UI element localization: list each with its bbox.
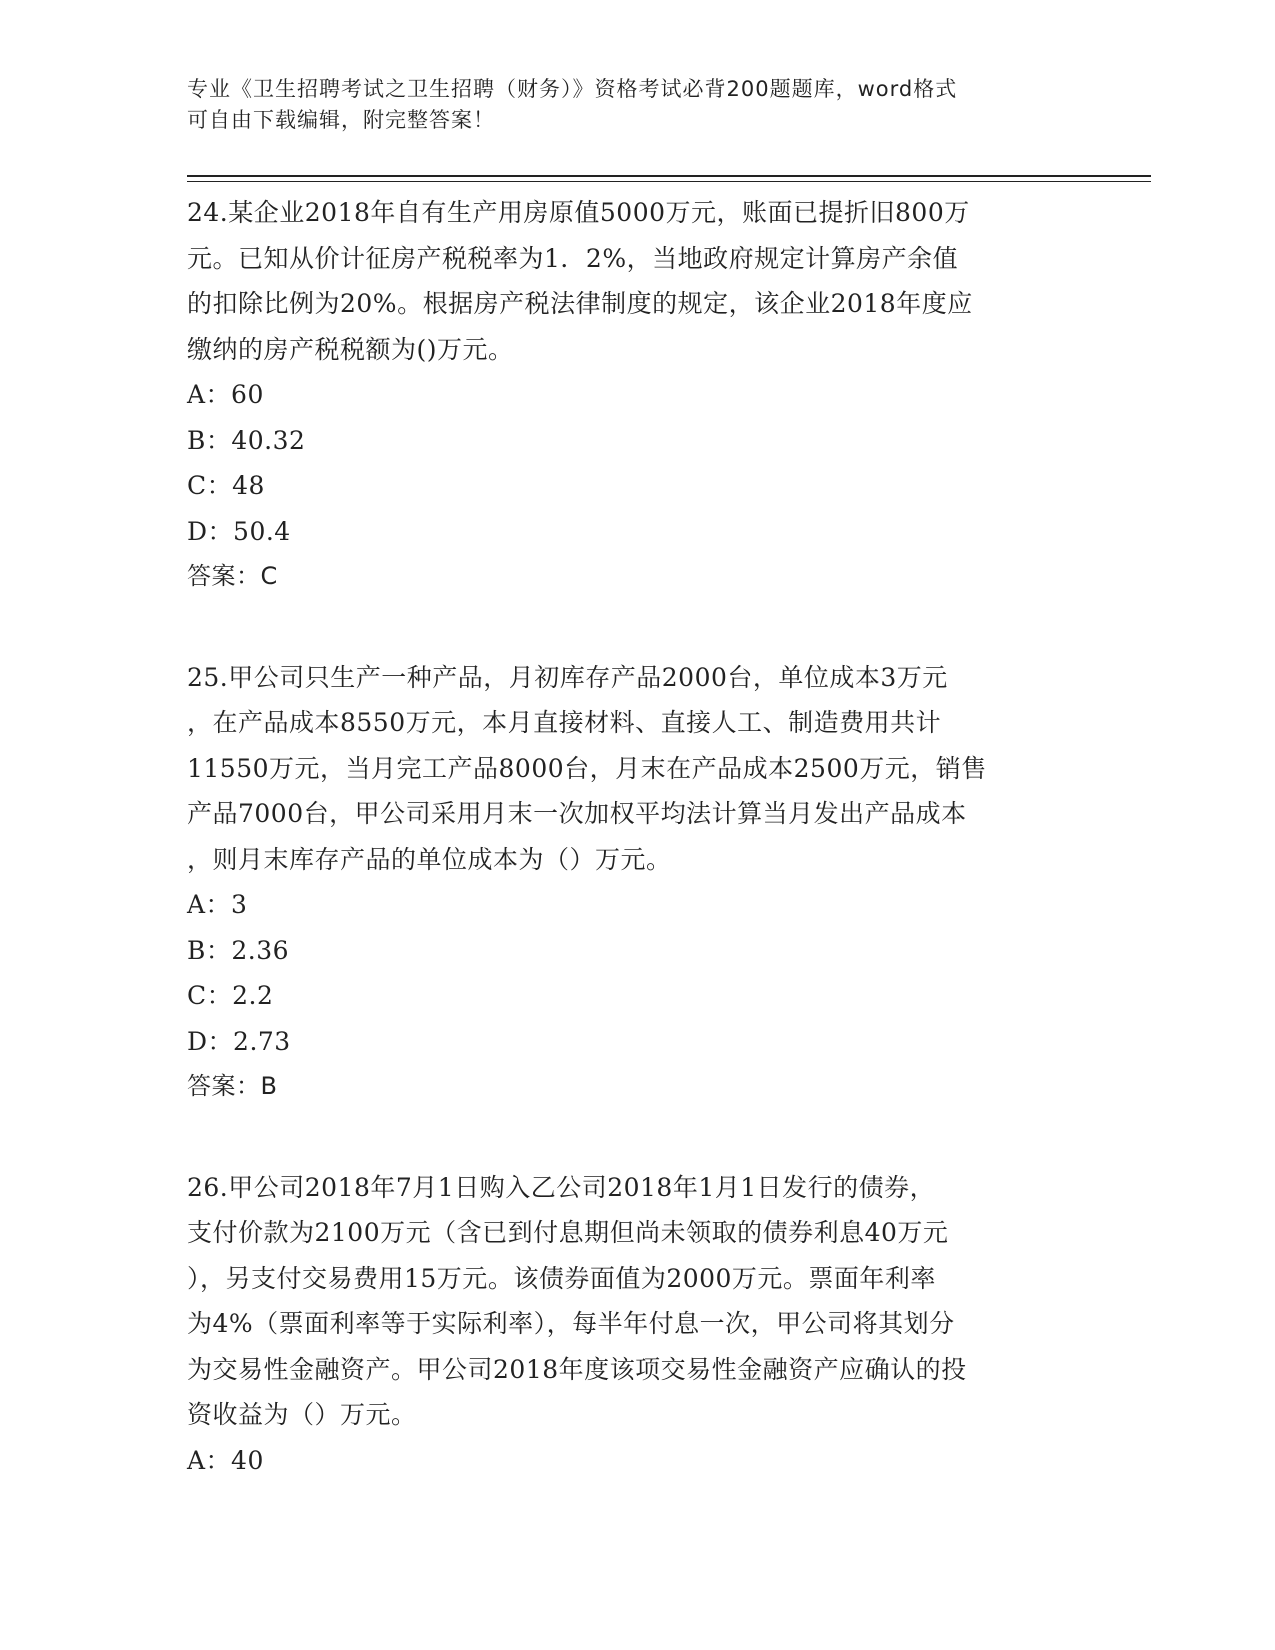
stem-line: 产品7000台，甲公司采用月末一次加权平均法计算当月发出产品成本 [187,799,967,828]
stem-line: 为交易性金融资产。甲公司2018年度该项交易性金融资产应确认的投 [187,1354,967,1384]
stem-line: 支付价款为2100万元（含已到付息期但尚未领取的债券利息40万元 [187,1218,949,1247]
stem-line: 24.某企业2018年自有生产用房原值5000万元，账面已提折旧800万 [187,198,970,227]
option-a: A：60 [187,380,264,409]
document-header [187,74,1067,136]
question-stem [187,190,1087,372]
stem-line: 缴纳的房产税税额为()万元。 [187,334,514,364]
question-stem [187,655,1087,883]
stem-line: 为4%（票面利率等于实际利率），每半年付息一次，甲公司将其划分 [187,1309,955,1338]
question-25 [187,655,1087,1110]
question-list [187,190,1087,1538]
option-b: B：2.36 [187,935,290,965]
header-title-line: 专业《卫生招聘考试之卫生招聘（财务）》资格考试必背200题题库，word格式 [187,77,958,101]
stem-line: 11550万元，当月完工产品8000台，月末在产品成本2500万元，销售 [187,753,987,783]
stem-line: ），另支付交易费用15万元。该债券面值为2000万元。票面年利率 [187,1263,936,1293]
stem-line: ，在产品成本8550万元，本月直接材料、直接人工、制造费用共计 [187,708,942,737]
stem-line: 资收益为（）万元。 [187,1400,417,1429]
stem-line: 25.甲公司只生产一种产品，月初库存产品2000台，单位成本3万元 [187,662,948,692]
question-stem [187,1165,1087,1438]
question-24 [187,190,1087,600]
header-divider-thick [187,175,1151,177]
header-title-line: 可自由下载编辑，附完整答案！ [187,108,495,132]
option-a: A：3 [187,890,248,919]
option-d: D：2.73 [187,1026,291,1056]
stem-line: 26.甲公司2018年7月1日购入乙公司2018年1月1日发行的债券， [187,1172,936,1202]
header-divider-thin [187,181,1151,182]
stem-line: ，则月末库存产品的单位成本为（）万元。 [187,844,672,874]
stem-line: 元。已知从价计征房产税税率为1．2%，当地政府规定计算房产余值 [187,243,959,273]
option-c: C：2.2 [187,981,274,1010]
option-d: D：50.4 [187,516,291,546]
option-c: C：48 [187,471,265,500]
answer: 答案：B [187,1072,278,1100]
answer: 答案：C [187,562,278,590]
question-26 [187,1165,1087,1484]
stem-line: 的扣除比例为20%。根据房产税法律制度的规定，该企业2018年度应 [187,289,973,318]
option-b: B：40.32 [187,425,306,455]
option-a: A：40 [187,1445,264,1475]
